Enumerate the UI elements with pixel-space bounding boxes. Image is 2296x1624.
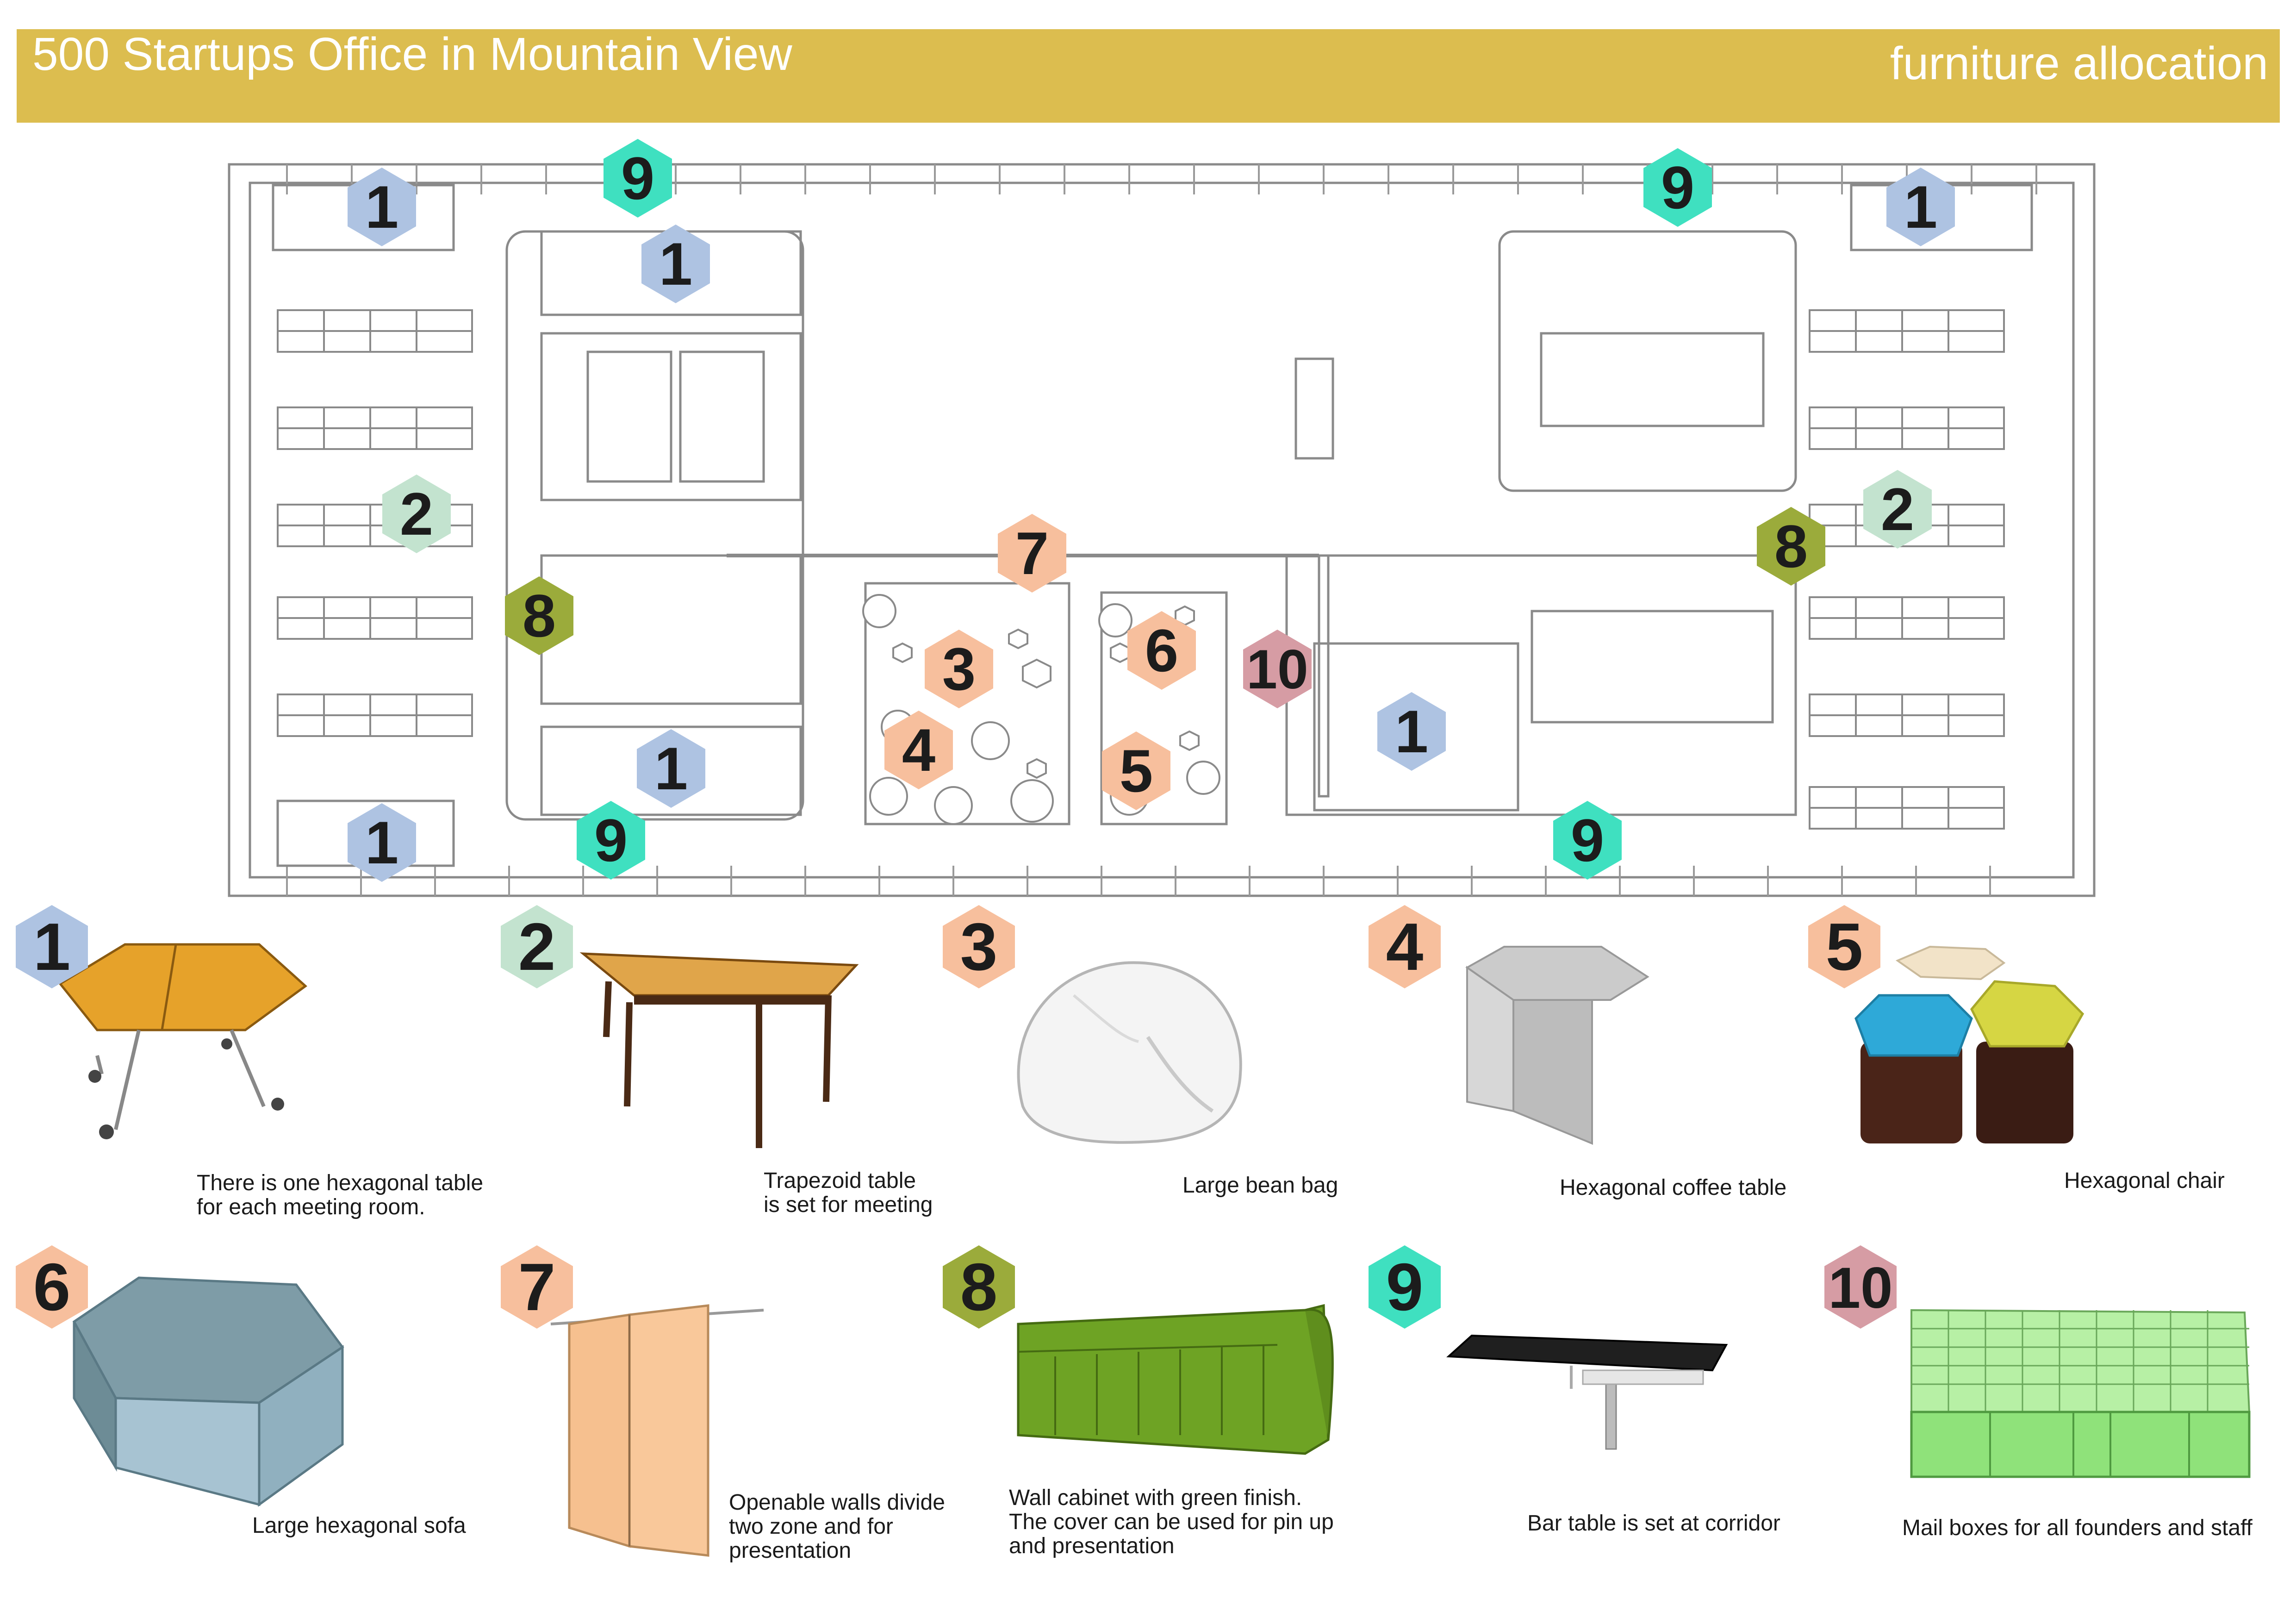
legend-badge-6 — [16, 1245, 88, 1329]
plan-badge-9 — [577, 801, 645, 880]
legend-badge-10 — [1824, 1245, 1897, 1329]
svg-text:1: 1 — [365, 173, 399, 241]
plan-badge-3 — [925, 630, 993, 708]
svg-text:1: 1 — [1394, 698, 1429, 765]
hexagonal-chairs-icon — [1856, 947, 2083, 1143]
green-wall-cabinet-icon — [1018, 1305, 1332, 1454]
svg-text:7: 7 — [1015, 519, 1049, 587]
svg-text:10: 10 — [1246, 638, 1308, 700]
svg-text:8: 8 — [522, 582, 556, 650]
svg-text:6: 6 — [1145, 617, 1179, 684]
legend-badge-4 — [1369, 905, 1441, 988]
legend-badge-9 — [1369, 1245, 1441, 1329]
svg-text:1: 1 — [654, 735, 688, 802]
hexagonal-coffee-table-icon — [1467, 947, 1648, 1143]
left-core-block — [507, 231, 803, 819]
svg-text:2: 2 — [1880, 475, 1915, 543]
svg-text:2: 2 — [399, 480, 434, 548]
page-title: 500 Startups Office in Mountain View — [32, 28, 792, 80]
svg-text:1: 1 — [1904, 173, 1938, 241]
svg-text:1: 1 — [365, 809, 399, 876]
legend-caption-3: Large bean bag — [1182, 1173, 1338, 1198]
plan-badge-9 — [1643, 148, 1712, 227]
legend-badge-5 — [1808, 905, 1880, 988]
bottom-mullions — [287, 866, 1990, 896]
legend-caption-5: Hexagonal chair — [2064, 1168, 2225, 1193]
svg-text:3: 3 — [960, 909, 998, 984]
svg-text:5: 5 — [1825, 909, 1863, 984]
svg-text:1: 1 — [33, 909, 71, 984]
legend-caption-6: Large hexagonal sofa — [252, 1513, 466, 1538]
svg-text:9: 9 — [621, 144, 655, 212]
svg-text:9: 9 — [1386, 1249, 1424, 1324]
svg-text:3: 3 — [942, 635, 976, 703]
hexagonal-folding-table-icon — [60, 944, 305, 1139]
plan-badge-8 — [1757, 507, 1825, 586]
svg-text:1: 1 — [659, 230, 693, 298]
svg-text:4: 4 — [1386, 909, 1424, 984]
plan-badge-1 — [641, 225, 710, 303]
bar-table-icon — [1449, 1336, 1726, 1449]
svg-text:7: 7 — [518, 1249, 556, 1324]
plan-badge-1 — [348, 803, 416, 882]
legend-caption-10: Mail boxes for all founders and staff — [1902, 1516, 2252, 1540]
plan-badge-1 — [1377, 692, 1446, 771]
legend-badge-7 — [501, 1245, 573, 1329]
right-meeting-area — [1287, 556, 1796, 815]
plan-badge-1 — [1886, 168, 1955, 246]
plan-badge-1 — [637, 729, 705, 808]
legend-badge-3 — [943, 905, 1015, 988]
legend-caption-4: Hexagonal coffee table — [1560, 1175, 1787, 1200]
page-subtitle: furniture allocation — [1890, 37, 2268, 89]
plan-badge-7 — [998, 514, 1066, 593]
svg-text:8: 8 — [960, 1249, 998, 1324]
svg-text:6: 6 — [33, 1249, 71, 1324]
svg-text:8: 8 — [1774, 512, 1808, 580]
plan-badge-8 — [505, 576, 573, 655]
svg-text:4: 4 — [902, 716, 936, 784]
plan-badges — [348, 139, 1955, 882]
legend-caption-9: Bar table is set at corridor — [1527, 1511, 1780, 1536]
mail-boxes-icon — [1911, 1310, 2249, 1477]
legend-caption-8: Wall cabinet with green finish. The cover can be used for pin up and presentation — [1009, 1486, 1334, 1558]
legend-caption-1: There is one hexagonal table for each meeting room. — [197, 1171, 484, 1219]
right-desk-rows — [1810, 310, 2004, 829]
plan-badge-2 — [382, 475, 451, 553]
plan-badge-1 — [348, 168, 416, 246]
svg-text:10: 10 — [1828, 1256, 1893, 1320]
trapezoid-table-icon — [583, 954, 856, 1148]
plan-badge-2 — [1863, 470, 1932, 549]
plan-badge-9 — [1553, 801, 1622, 880]
legend-badge-8 — [943, 1245, 1015, 1329]
hexagonal-sofa-icon — [74, 1278, 342, 1505]
legend-caption-2: Trapezoid table is set for meeting — [764, 1168, 933, 1217]
svg-text:9: 9 — [594, 806, 628, 874]
legend-caption-7: Openable walls divide two zone and for presentation — [729, 1490, 945, 1563]
svg-text:5: 5 — [1119, 737, 1153, 805]
svg-text:9: 9 — [1661, 154, 1695, 221]
bean-bag-icon — [1019, 962, 1241, 1142]
svg-text:9: 9 — [1570, 806, 1605, 874]
top-mullions — [287, 164, 2036, 194]
plan-badge-9 — [604, 139, 672, 218]
legend-badge-2 — [501, 905, 573, 988]
kitchen-block — [1500, 231, 1796, 491]
svg-text:2: 2 — [518, 909, 556, 984]
plan-badge-10 — [1243, 630, 1312, 708]
